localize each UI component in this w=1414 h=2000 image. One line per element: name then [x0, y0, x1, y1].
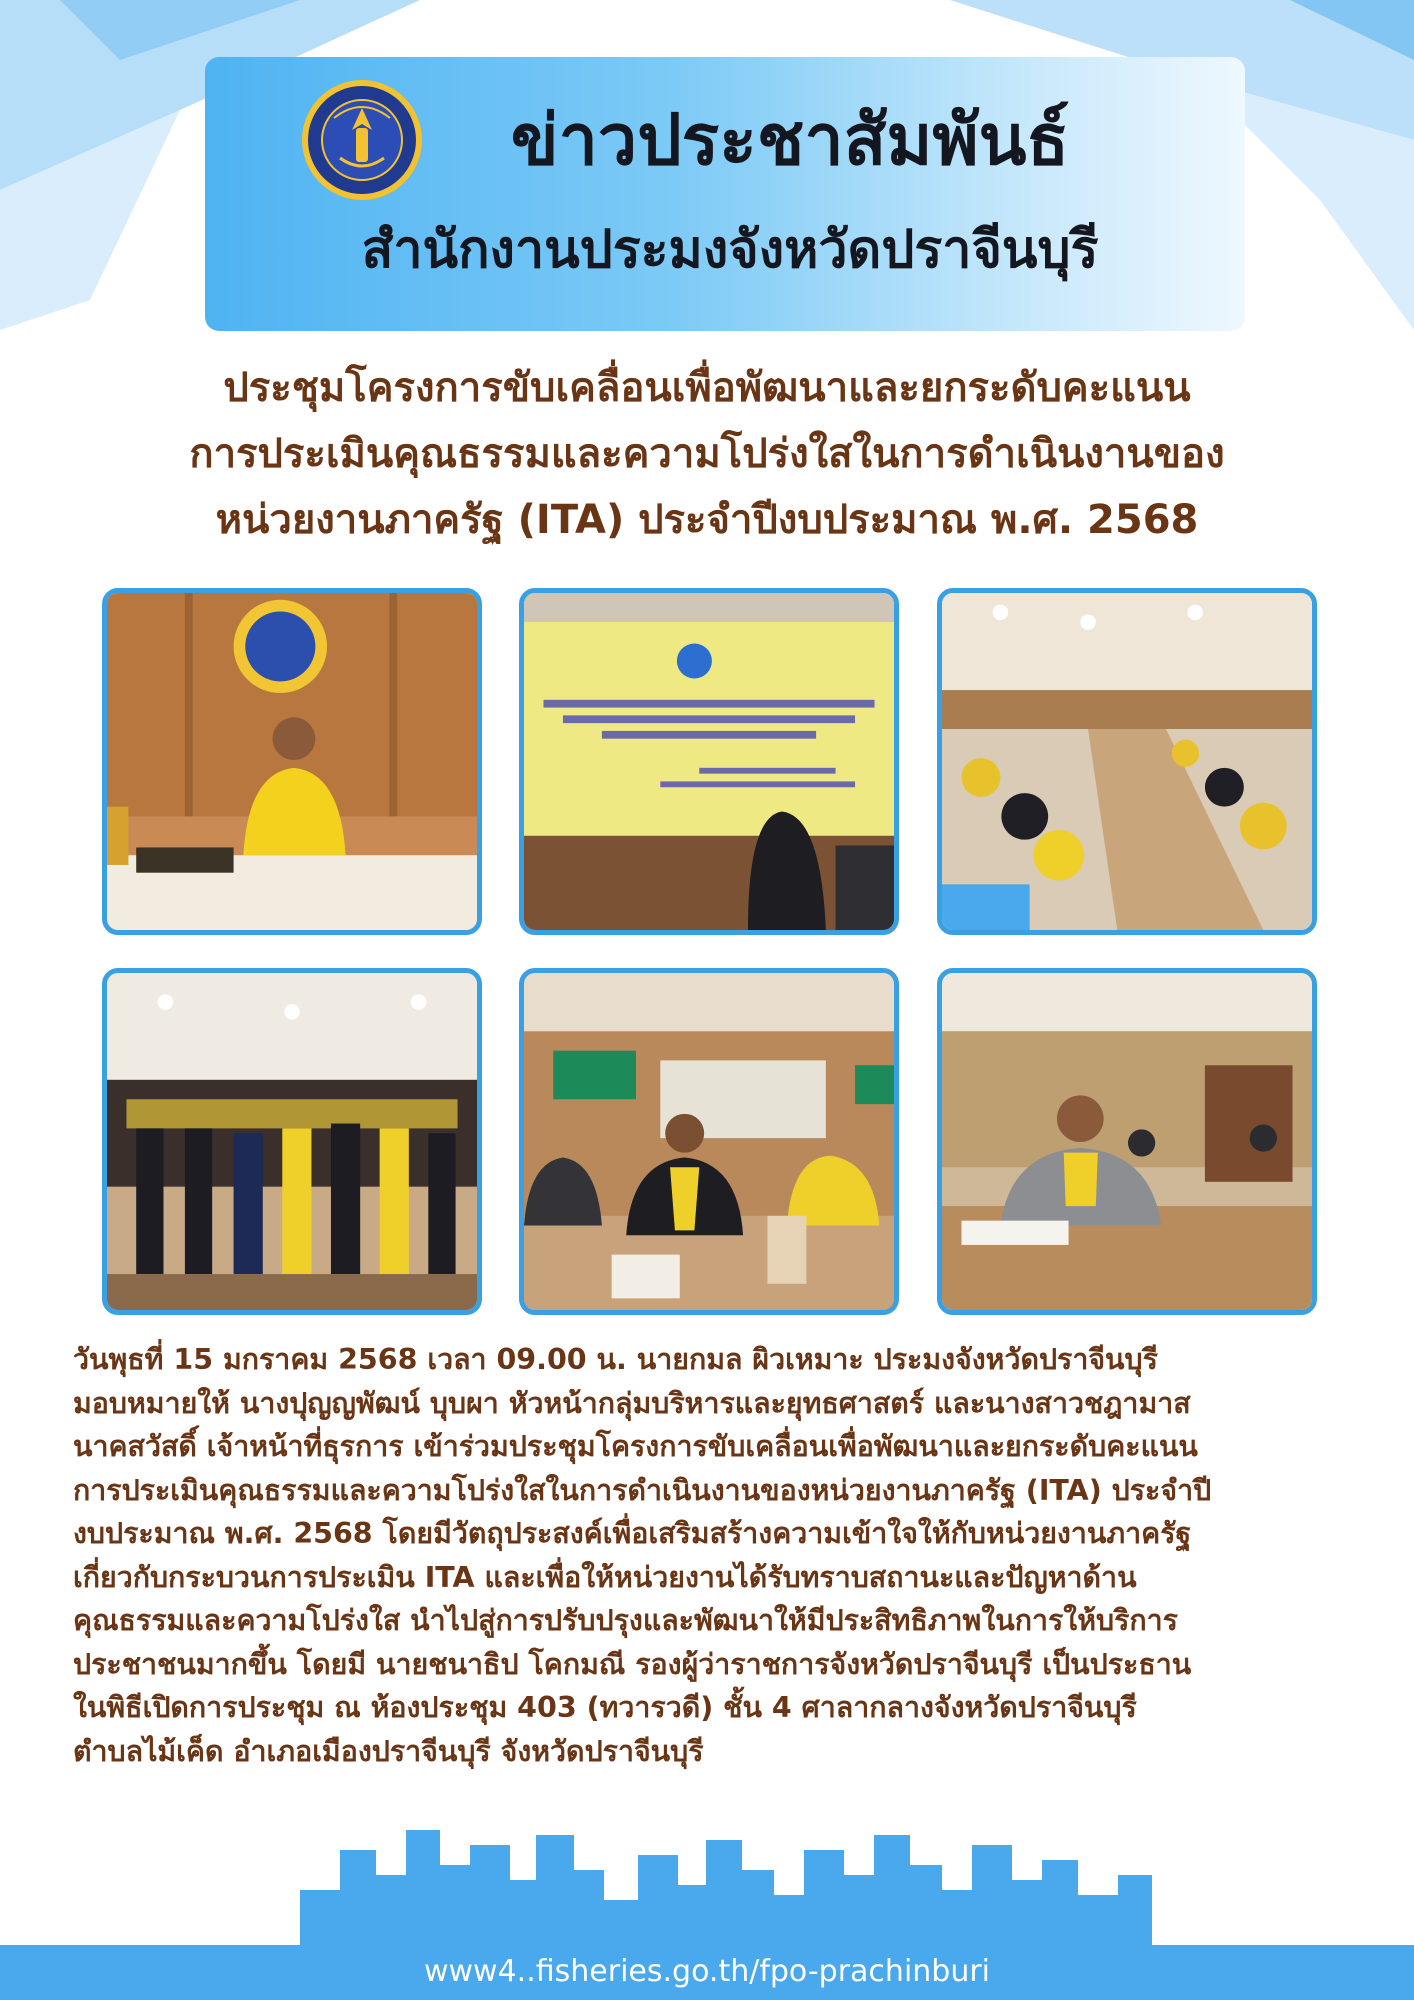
body-line: วันพุธที่ 15 มกราคม 2568 เวลา 09.00 น. นายกมล ผิวเหมาะ ประมงจังหวัดปราจีนบุรี [73, 1343, 1158, 1376]
website-url[interactable]: www4..fisheries.go.th/fpo-prachinburi [423, 1954, 991, 1989]
office-name: สำนักงานประมงจังหวัดปราจีนบุรี [361, 220, 1099, 280]
department-of-fisheries-seal-icon [300, 78, 424, 202]
photo-participant-portrait [937, 968, 1317, 1315]
photo-projector-screen [519, 588, 899, 935]
body-line: ตำบลไม้เค็ด อำเภอเมืองปราจีนบุรี จังหวัดปราจีนบุรี [73, 1734, 704, 1768]
headline-line: ประชุมโครงการขับเคลื่อนเพื่อพัฒนาและยกระดับคะแนน [223, 365, 1191, 411]
body-line: ประชาชนมากขึ้น โดยมี นายชนาธิป โคกมณี รองผู้ว่าราชการจังหวัดปราจีนบุรี เป็นประธาน [73, 1647, 1192, 1681]
headline-line: หน่วยงานภาครัฐ (ITA) ประจำปีงบประมาณ พ.ศ. 2568 [215, 497, 1199, 543]
body-line: การประเมินคุณธรรมและความโปร่งใสในการดำเนินงานของหน่วยงานภาครัฐ (ITA) ประจำปี [73, 1473, 1212, 1507]
headline-line: การประเมินคุณธรรมและความโปร่งใสในการดำเนินงานของ [189, 431, 1225, 477]
body-line: งบประมาณ พ.ศ. 2568 โดยมีวัตถุประสงค์เพื่อเสริมสร้างความเข้าใจให้กับหน่วยงานภาครัฐ [73, 1517, 1192, 1550]
photo-group-standing [102, 968, 482, 1315]
photo-meeting-room-attendees [937, 588, 1317, 935]
body-line: คุณธรรมและความโปร่งใส นำไปสู่การปรับปรุงและพัฒนาให้มีประสิทธิภาพในการให้บริการ [73, 1604, 1178, 1637]
page-title: ข่าวประชาสัมพันธ์ [510, 99, 1070, 181]
body-line: ในพิธีเปิดการประชุม ณ ห้องประชุม 403 (ทวารวดี) ชั้น 4 ศาลากลางจังหวัดปราจีนบุรี [73, 1691, 1137, 1724]
news-headline [100, 355, 1314, 553]
body-line: เกี่ยวกับกระบวนการประเมิน ITA และเพื่อให้หน่วยงานได้รับทราบสถานะและปัญหาด้าน [73, 1560, 1137, 1594]
city-skyline-decoration [0, 1820, 1414, 1945]
photo-official-at-desk [102, 588, 482, 935]
photo-participants-seated [519, 968, 899, 1315]
body-line: มอบหมายให้ นางปุญญพัฒน์ บุบผา หัวหน้ากลุ่มบริหารและยุทธศาสตร์ และนางสาวชฎามาส [73, 1386, 1191, 1420]
news-body [73, 1338, 1353, 1773]
body-line: นาคสวัสดิ์ เจ้าหน้าที่ธุรการ เข้าร่วมประชุมโครงการขับเคลื่อนเพื่อพัฒนาและยกระดับคะแนน [73, 1430, 1198, 1463]
